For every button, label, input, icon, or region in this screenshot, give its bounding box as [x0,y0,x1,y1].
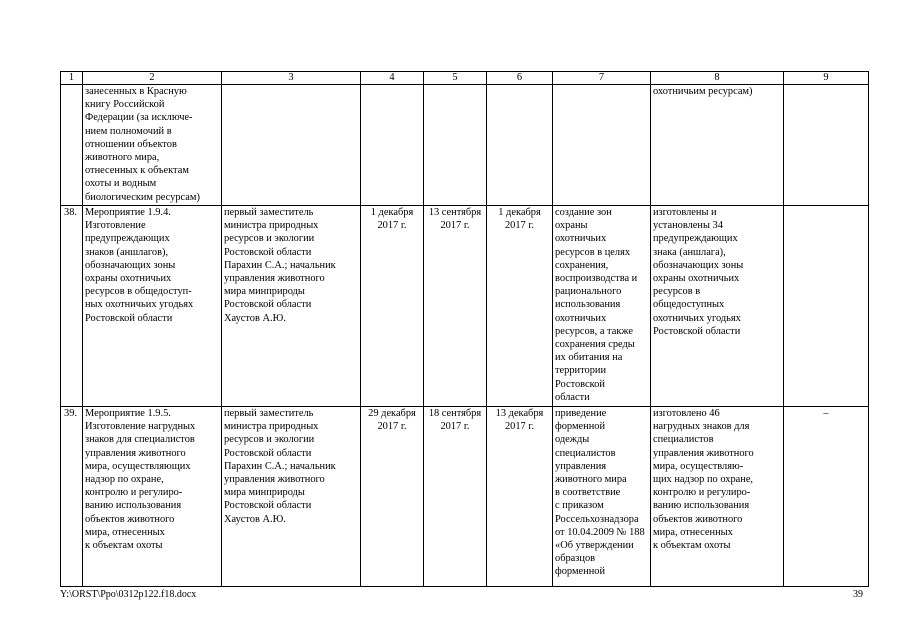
row-number: 38. [61,206,83,407]
activity-cell: занесенных в Красную книгу Российской Федерации (за исключе- нием полномочий в отношении объектов животного мира, отнесенных к объектам охоты и водным биологическим ресурсам) [83,85,222,206]
activity-cell: Мероприятие 1.9.5. Изготовление нагрудных знаков для специалистов управления животного мира, осуществляющих надзор по охране, контролю и регулиро- ванию использования объектов животного мира, отнесенных к объектам охоты [83,407,222,587]
note-cell: – [784,407,869,587]
column-number: 2 [83,72,222,85]
column-number: 3 [222,72,361,85]
table-row [61,85,869,206]
column-number: 7 [553,72,651,85]
row-number [61,85,83,206]
planned-start-cell [361,85,424,206]
planned-start-cell: 1 декабря 2017 г. [361,206,424,407]
note-cell [784,85,869,206]
expected-result-cell [553,85,651,206]
actual-date-cell: 1 декабря 2017 г. [487,206,553,407]
actual-result-cell: охотничьим ресурсам) [651,85,784,206]
planned-end-cell: 18 сентября 2017 г. [424,407,487,587]
executor-cell [222,85,361,206]
planned-end-cell: 13 сентября 2017 г. [424,206,487,407]
column-number: 8 [651,72,784,85]
report-table [60,71,869,587]
expected-result-cell: приведение форменной одежды специалистов управления животного мира в соответствие с приказом Россельхознадзора от 10.04.2009 № 188 «Об утверждении образцов форменной [553,407,651,587]
activity-cell: Мероприятие 1.9.4. Изготовление предупреждающих знаков (аншлагов), обозначающих зоны охраны охотничьих ресурсов в общедоступ- ных охотничьих угодьях Ростовской области [83,206,222,407]
actual-date-cell: 13 декабря 2017 г. [487,407,553,587]
executor-cell: первый заместитель министра природных ресурсов и экологии Ростовской области Парахин С.А.; начальник управления животного мира минприроды Ростовской области Хаустов А.Ю. [222,206,361,407]
page-number: 39 [853,589,863,600]
note-cell [784,206,869,407]
planned-end-cell [424,85,487,206]
table-row [61,206,869,407]
column-number: 6 [487,72,553,85]
document-path: Y:\ORST\Ppo\0312p122.f18.docx [60,589,197,600]
column-number: 5 [424,72,487,85]
executor-cell: первый заместитель министра природных ресурсов и экологии Ростовской области Парахин С.А.; начальник управления животного мира минприроды Ростовской области Хаустов А.Ю. [222,407,361,587]
actual-result-cell: изготовлены и установлены 34 предупреждающих знака (аншлага), обозначающих зоны охраны охотничьих ресурсов в общедоступных охотничьих угодьях Ростовской области [651,206,784,407]
actual-date-cell [487,85,553,206]
actual-result-cell: изготовлено 46 нагрудных знаков для специалистов управления животного мира, осуществляю- щих надзор по охране, контролю и регулиро- ванию использования объектов животного мира, отнесенных к объектам охоты [651,407,784,587]
column-number-row [61,72,869,85]
row-number: 39. [61,407,83,587]
column-number: 1 [61,72,83,85]
planned-start-cell: 29 декабря 2017 г. [361,407,424,587]
table-row [61,407,869,587]
column-number: 9 [784,72,869,85]
column-number: 4 [361,72,424,85]
expected-result-cell: создание зон охраны охотничьих ресурсов в целях сохранения, воспроизводства и рационального использования охотничьих ресурсов, а также сохранения среды их обитания на территории Ростовской области [553,206,651,407]
